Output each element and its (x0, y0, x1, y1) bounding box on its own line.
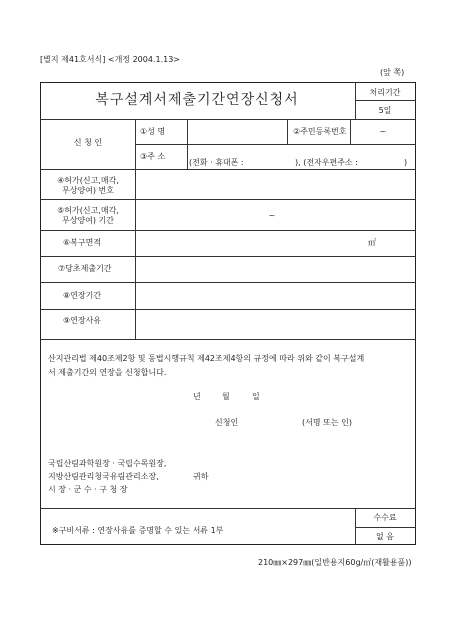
paper-spec-note: 210㎜×297㎜(일반용지60g/㎡(재활용품)) (258, 558, 412, 567)
addressee-line-3: 시 장 · 군 수 · 구 청 장 (48, 485, 128, 494)
email-label: ), (전자우편주소 : (295, 158, 358, 167)
addressee-line-1: 국립산림과학원장 · 국립수목원장, (48, 459, 167, 468)
extension-reason-label: ⑨연장사유 (63, 316, 102, 325)
addressee-line-2: 지방산림관리청국유림관리소장, (48, 472, 159, 481)
page-side-label: (앞 쪽) (380, 68, 405, 77)
applicant-sign-label: 신청인 (215, 418, 239, 427)
area-label: ⑥복구면적 (63, 238, 102, 247)
permit-number-label: ④허가(신고,매각, 무상양여) 번호 (57, 176, 119, 195)
permit-period-value: ~ (268, 211, 276, 220)
applicant-label: 신 청 인 (73, 138, 103, 147)
processing-period-value: 5일 (378, 106, 392, 115)
name-label: ①성 명 (140, 127, 166, 136)
rrn-label: ②주민등록번호 (293, 127, 347, 136)
form-reference: [별지 제41호서식] <개정 2004.1.13> (40, 55, 180, 64)
permit-period-label: ⑤허가(신고,매각, 무상양여) 기간 (57, 206, 119, 225)
date-year: 년 (193, 392, 201, 401)
original-deadline-label: ⑦당초제출기간 (58, 264, 112, 273)
phone-label: (전화 · 휴대폰 : (189, 158, 244, 167)
form-title: 복구설계서제출기간연장신청서 (95, 92, 299, 108)
rrn-value: ~ (379, 127, 387, 136)
required-documents: ※구비서류 : 연장사유를 증명할 수 있는 서류 1부 (52, 526, 224, 535)
processing-period-label: 처리기간 (369, 88, 401, 97)
sign-note: (서명 또는 인) (302, 418, 352, 427)
close-paren: ) (404, 158, 408, 167)
date-day: 일 (252, 392, 260, 401)
date-month: 월 (222, 392, 230, 401)
fee-label: 수수료 (373, 513, 397, 522)
extension-period-label: ⑧연장기간 (63, 291, 102, 300)
statement-text: 산지관리법 제40조제2항 및 동법시행규칙 제42조제4항의 규정에 따라 위와 같이 복구설계 서 제출기간의 연장을 신청합니다. (48, 354, 365, 377)
fee-value: 없 음 (376, 532, 394, 541)
area-unit: ㎡ (368, 238, 376, 247)
addressee-suffix: 귀하 (193, 472, 209, 481)
address-label: ③주 소 (140, 152, 166, 161)
